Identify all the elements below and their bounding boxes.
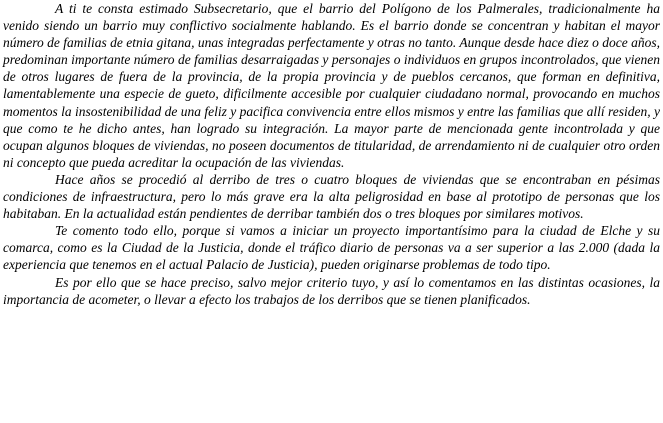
paragraph-ciudad-justicia: Te comento todo ello, porque si vamos a iniciar un proyecto importantísimo para la ciudad de Elche y su comarca, como es la Ciudad de la Justicia, donde el tráfico diario de personas va a ser superior a las 2.000 (dada la experiencia que tenemos en el actual Palacio de Justicia), pueden originarse problemas de todo tipo. [3, 223, 660, 273]
paragraph-palmerales: A ti te consta estimado Subsecretario, que el barrio del Polígono de los Palmerales, tradicionalmente ha venido siendo un barrio muy conflictivo socialmente hablando. Es el barrio donde se concentran y habitan el mayor número de familias de etnia gitana, unas integradas perfectamente y otras no tanto. Aunque desde hace diez o doce años, predominan importante número de familias desarraigadas y personajes o individuos en grupos incontrolados, que vienen de otros lugares de fuera de la provincia, de la propia provincia y de pueblos cercanos, que forman en definitiva, lamentablemente una especie de gueto, dificilmente accesible por cualquier ciudadano normal, provocando en muchos momentos la insostenibilidad de una feliz y pacifica convivencia entre ellos mismos y entre las familias que allí residen, y que como te he dicho antes, han logrado su integración. La mayor parte de mencionada gente incontrolada y que ocupan algunos bloques de viviendas, no poseen documentos de titularidad, de arrendamiento ni de cualquier otro orden ni concepto que pueda acreditar la ocupación de las viviendas. [3, 1, 660, 170]
paragraph-conclusion: Es por ello que se hace preciso, salvo mejor criterio tuyo, y así lo comentamos en las distintas ocasiones, la importancia de acometer, o llevar a efecto los trabajos de los derribos que se tienen planificados. [3, 274, 660, 307]
paragraph-derribos: Hace años se procedió al derribo de tres o cuatro bloques de viviendas que se encontraban en pésimas condiciones de infraestructura, pero lo más grave era la alta peligrosidad en base al prototipo de personas que los habitaban. En la actualidad están pendientes de derribar también dos o tres bloques por similares motivos. [3, 171, 660, 222]
document-page [3, 0, 660, 308]
